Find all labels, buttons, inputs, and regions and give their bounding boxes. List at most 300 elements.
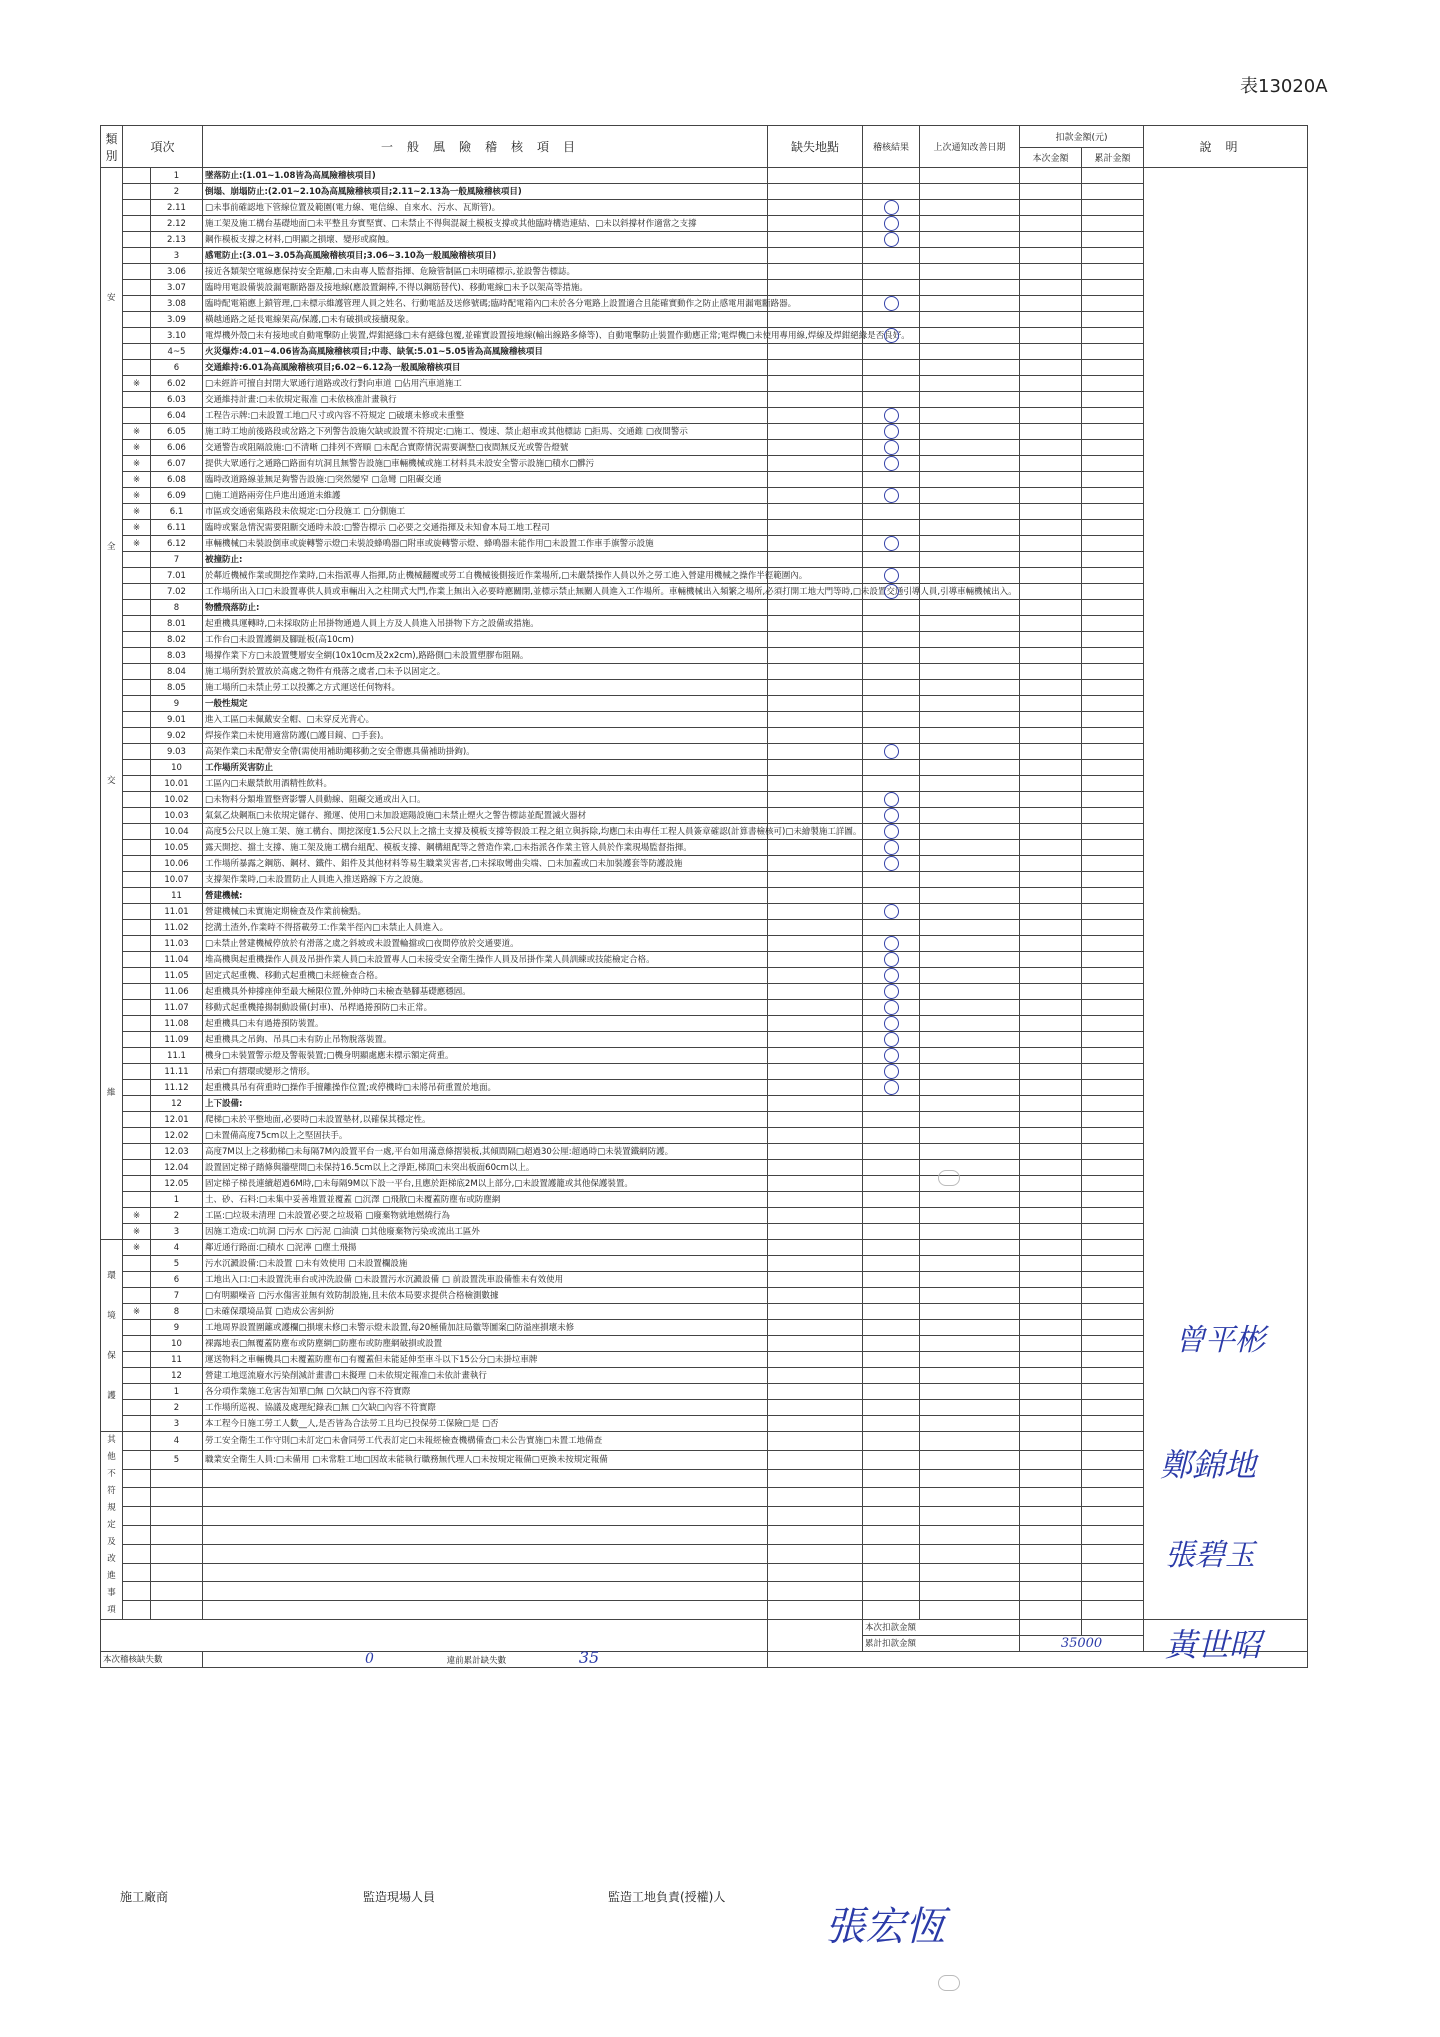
- row-penalty-total: [1082, 1450, 1144, 1469]
- table-row: [101, 488, 1308, 504]
- row-no: 2: [151, 1208, 203, 1224]
- row-result: [863, 1450, 920, 1469]
- blank-row: [101, 1582, 1308, 1601]
- row-item: 氣氣乙炔鋼瓶□未依規定儲存、搬運、使用□未加設遮陽設施□未禁止煙火之警告標誌並配置滅火器材: [203, 808, 768, 824]
- row-mark: [123, 168, 151, 184]
- row-result: [863, 440, 920, 456]
- row-notice: [920, 1450, 1020, 1469]
- check-circle-icon: [884, 1016, 899, 1031]
- row-result: [863, 184, 920, 200]
- punch-hole: [938, 1975, 960, 1991]
- blank-cell: [768, 1582, 863, 1601]
- row-notice: [920, 744, 1020, 760]
- row-location: [768, 200, 863, 216]
- blank-cell: [123, 1507, 151, 1526]
- row-notice: [920, 1352, 1020, 1368]
- row-item: 進入工區□未佩戴安全帽、□未穿反光背心。: [203, 712, 768, 728]
- check-circle-icon: [884, 968, 899, 983]
- blank-cell: [151, 1582, 203, 1601]
- blank-cell: [203, 1601, 768, 1620]
- row-result: [863, 1176, 920, 1192]
- table-row: [101, 536, 1308, 552]
- row-mark: [123, 920, 151, 936]
- row-penalty-total: [1082, 312, 1144, 328]
- check-circle-icon: [884, 936, 899, 951]
- penalty-total-label: 累計扣款金額: [863, 1636, 1020, 1652]
- row-penalty-this: [1020, 1192, 1082, 1208]
- row-penalty-this: [1020, 1432, 1082, 1451]
- row-location: [768, 648, 863, 664]
- row-no: 4: [151, 1240, 203, 1256]
- blank-cell: [1082, 1582, 1144, 1601]
- row-notice: [920, 488, 1020, 504]
- row-no: 10.01: [151, 776, 203, 792]
- blank-cell: [920, 1525, 1020, 1544]
- row-penalty-this: [1020, 408, 1082, 424]
- row-mark: [123, 552, 151, 568]
- row-location: [768, 536, 863, 552]
- row-penalty-this: [1020, 344, 1082, 360]
- row-penalty-total: [1082, 600, 1144, 616]
- row-mark: [123, 280, 151, 296]
- blank-cell: [1020, 1507, 1082, 1526]
- row-penalty-this: [1020, 712, 1082, 728]
- row-result: [863, 1320, 920, 1336]
- row-item: 施工場所對於置放於高處之物件有飛落之虞者,□未予以固定之。: [203, 664, 768, 680]
- row-notice: [920, 568, 1020, 584]
- row-item: 土、砂、石料:□未集中妥善堆置並覆蓋 □沉澤 □飛散□未覆蓋防塵布或防塵網: [203, 1192, 768, 1208]
- check-circle-icon: [884, 792, 899, 807]
- row-no: 3.10: [151, 328, 203, 344]
- row-penalty-this: [1020, 728, 1082, 744]
- row-penalty-total: [1082, 1176, 1144, 1192]
- row-item: 臨時或緊急情況需要阻斷交通時未設:□警告標示 □必要之交通指揮及未知會本局工地工程司: [203, 520, 768, 536]
- row-penalty-total: [1082, 1256, 1144, 1272]
- row-penalty-this: [1020, 584, 1082, 600]
- table-row: [101, 1368, 1308, 1384]
- row-no: 5: [151, 1450, 203, 1469]
- table-row: [101, 1272, 1308, 1288]
- row-penalty-this: [1020, 1208, 1082, 1224]
- row-result: [863, 920, 920, 936]
- row-penalty-this: [1020, 1032, 1082, 1048]
- row-result: [863, 1272, 920, 1288]
- row-penalty-this: [1020, 1320, 1082, 1336]
- row-location: [768, 1144, 863, 1160]
- blank-cell: [920, 1544, 1020, 1563]
- row-result: [863, 632, 920, 648]
- table-row: [101, 904, 1308, 920]
- row-item: 場撐作業下方□未設置雙層安全網(10x10cm及2x2cm),路路側□未設置塑膠布阻隔。: [203, 648, 768, 664]
- signature-remark-4: 黃世昭: [1165, 1626, 1262, 1664]
- row-mark: [123, 872, 151, 888]
- row-result: [863, 504, 920, 520]
- row-penalty-this: [1020, 1128, 1082, 1144]
- row-result: [863, 1000, 920, 1016]
- category-cell-safety: 安 全 交 維: [101, 168, 123, 1240]
- blank-cell: [1020, 1469, 1082, 1488]
- row-penalty-total: [1082, 376, 1144, 392]
- row-item: 倒塌、崩塌防止:(2.01~2.10為高風險稽核項目;2.11~2.13為一般風險稽核項目): [203, 184, 768, 200]
- row-mark: [123, 712, 151, 728]
- row-item: 施工架及施工構台基礎地面□未平整且夯實堅實、□未禁止不得與混凝土模板支撐或其他臨時構造連結、□未以斜撐材作適當之支撐: [203, 216, 768, 232]
- row-result: [863, 456, 920, 472]
- row-mark: [123, 296, 151, 312]
- row-location: [768, 1096, 863, 1112]
- row-no: 9: [151, 1320, 203, 1336]
- row-result: [863, 1080, 920, 1096]
- row-penalty-total: [1082, 808, 1144, 824]
- row-item: 高度5公尺以上施工架、施工構台、開挖深度1.5公尺以上之擋土支撐及模板支撐等假設工程之組立與拆除,均應□未由專任工程人員簽章確認(計算書檢核可)□未繪製施工詳圖。: [203, 824, 768, 840]
- row-penalty-total: [1082, 184, 1144, 200]
- row-notice: [920, 1176, 1020, 1192]
- row-penalty-this: [1020, 520, 1082, 536]
- row-penalty-this: [1020, 1096, 1082, 1112]
- row-result: [863, 1016, 920, 1032]
- row-result: [863, 696, 920, 712]
- row-mark: [123, 904, 151, 920]
- table-row: [101, 824, 1308, 840]
- row-location: [768, 1208, 863, 1224]
- row-notice: [920, 1416, 1020, 1432]
- table-row: [101, 1000, 1308, 1016]
- row-penalty-this: [1020, 664, 1082, 680]
- table-row: [101, 936, 1308, 952]
- row-result: [863, 664, 920, 680]
- row-item: 營建機械:: [203, 888, 768, 904]
- blank-cell: [123, 1544, 151, 1563]
- row-mark: ※: [123, 504, 151, 520]
- form-code: 表13020A: [1240, 76, 1328, 97]
- table-row: [101, 376, 1308, 392]
- row-penalty-this: [1020, 1304, 1082, 1320]
- row-item: 起重機具外伸撐座伸至最大極限位置,外伸時□未檢查墊腳基礎應穩固。: [203, 984, 768, 1000]
- row-item: □未禁止營建機械停放於有滑落之虞之斜坡或未設置輪擋或□夜間停放於交通要道。: [203, 936, 768, 952]
- row-item: 吊索□有摺環或變形之情形。: [203, 1064, 768, 1080]
- row-no: 11.12: [151, 1080, 203, 1096]
- row-result: [863, 728, 920, 744]
- row-notice: [920, 312, 1020, 328]
- row-penalty-total: [1082, 776, 1144, 792]
- row-notice: [920, 1016, 1020, 1032]
- row-penalty-this: [1020, 1160, 1082, 1176]
- row-location: [768, 984, 863, 1000]
- table-row: [101, 344, 1308, 360]
- row-penalty-total: [1082, 1192, 1144, 1208]
- row-mark: [123, 936, 151, 952]
- row-location: [768, 952, 863, 968]
- blank-cell: [768, 1525, 863, 1544]
- row-no: 9.01: [151, 712, 203, 728]
- row-mark: [123, 968, 151, 984]
- header-result: 稽核結果: [863, 126, 920, 168]
- row-mark: [123, 888, 151, 904]
- row-penalty-total: [1082, 1128, 1144, 1144]
- footer-contractor: 施工廠商: [120, 1890, 169, 1904]
- table-row: [101, 1288, 1308, 1304]
- signature-remark-1: 曾平彬: [1175, 1323, 1265, 1358]
- row-penalty-total: [1082, 1304, 1144, 1320]
- row-item: 固定梯子梯長連續超過6M時,□未每隔9M以下設一平台,且應於距梯底2M以上部分,□未設置護籠或其他保護裝置。: [203, 1176, 768, 1192]
- row-mark: [123, 312, 151, 328]
- row-no: 7.02: [151, 584, 203, 600]
- row-penalty-this: [1020, 1064, 1082, 1080]
- row-item: □未確保環境品質 □造成公害糾紛: [203, 1304, 768, 1320]
- row-notice: [920, 1192, 1020, 1208]
- totals-section: [101, 1620, 1308, 1668]
- row-item: 臨時配電箱應上鎖管理,□未標示維護管理人員之姓名、行動電話及送修號碼;臨時配電箱內□未於各分電路上設置適合且能確實動作之防止感電用漏電斷路器。: [203, 296, 768, 312]
- table-row: [101, 1192, 1308, 1208]
- row-penalty-this: [1020, 200, 1082, 216]
- row-result: [863, 552, 920, 568]
- row-penalty-this: [1020, 504, 1082, 520]
- row-no: 10: [151, 1336, 203, 1352]
- blank-cell: [1082, 1507, 1144, 1526]
- row-location: [768, 168, 863, 184]
- row-mark: [123, 1032, 151, 1048]
- row-result: [863, 840, 920, 856]
- row-notice: [920, 1112, 1020, 1128]
- row-no: 12.03: [151, 1144, 203, 1160]
- check-circle-icon: [884, 568, 899, 583]
- row-penalty-total: [1082, 920, 1144, 936]
- row-location: [768, 280, 863, 296]
- row-item: 提供大眾通行之通路□路面有坑洞且無警告設施□車輛機械或施工材料具未設安全警示設施□積水□髒污: [203, 456, 768, 472]
- row-mark: ※: [123, 456, 151, 472]
- row-location: [768, 1304, 863, 1320]
- row-penalty-this: [1020, 872, 1082, 888]
- row-notice: [920, 1432, 1020, 1451]
- row-location: [768, 408, 863, 424]
- row-penalty-this: [1020, 536, 1082, 552]
- blank-cell: [203, 1525, 768, 1544]
- row-no: 1: [151, 1192, 203, 1208]
- row-mark: [123, 568, 151, 584]
- blank-cell: [1082, 1488, 1144, 1507]
- row-no: 8.02: [151, 632, 203, 648]
- row-no: 5: [151, 1256, 203, 1272]
- row-penalty-total: [1082, 1320, 1144, 1336]
- row-penalty-total: [1082, 264, 1144, 280]
- row-notice: [920, 552, 1020, 568]
- row-penalty-total: [1082, 344, 1144, 360]
- row-penalty-total: [1082, 1288, 1144, 1304]
- row-no: 10.02: [151, 792, 203, 808]
- table-row: [101, 1176, 1308, 1192]
- row-location: [768, 376, 863, 392]
- row-mark: [123, 1176, 151, 1192]
- row-penalty-total: [1082, 696, 1144, 712]
- row-item: 勞工安全衛生工作守則□未訂定□未會同勞工代表訂定□未報經檢查機構備查□未公告實施□未置工地備查: [203, 1432, 768, 1451]
- row-penalty-total: [1082, 424, 1144, 440]
- row-item: 工作場所出入口□未設置專供人員或車輛出入之柱開式大門,作業上無出入必要時應關閉,並標示禁止無關人員進入工作場所。車輛機械出入頻繁之場所,必須打開工地大門等時,□未設置交通引導人員,引導車輛機械出入。: [203, 584, 768, 600]
- row-result: [863, 472, 920, 488]
- row-penalty-this: [1020, 648, 1082, 664]
- row-result: [863, 1432, 920, 1451]
- check-circle-icon: [884, 984, 899, 999]
- row-mark: [123, 856, 151, 872]
- row-penalty-this: [1020, 1352, 1082, 1368]
- table-row: [101, 632, 1308, 648]
- blank-row: [101, 1488, 1308, 1507]
- row-notice: [920, 456, 1020, 472]
- blank-cell: [123, 1582, 151, 1601]
- row-penalty-total: [1082, 520, 1144, 536]
- row-item: 營建工地逕流廢水污染削減計畫書□未擬理 □未依規定報准□未依計畫執行: [203, 1368, 768, 1384]
- check-circle-icon: [884, 200, 899, 215]
- row-item: 營建機械□未實施定期檢查及作業前檢點。: [203, 904, 768, 920]
- table-row: [101, 1400, 1308, 1416]
- row-location: [768, 968, 863, 984]
- row-result: [863, 360, 920, 376]
- blank-cell: [151, 1488, 203, 1507]
- row-notice: [920, 840, 1020, 856]
- table-row: [101, 1064, 1308, 1080]
- table-row: [101, 1224, 1308, 1240]
- row-penalty-this: [1020, 808, 1082, 824]
- row-penalty-this: [1020, 472, 1082, 488]
- row-penalty-total: [1082, 1432, 1144, 1451]
- blank-cell: [768, 1563, 863, 1582]
- row-mark: [123, 1000, 151, 1016]
- row-result: [863, 616, 920, 632]
- punch-hole: [938, 1170, 960, 1186]
- row-mark: [123, 360, 151, 376]
- table-row: [101, 1320, 1308, 1336]
- row-location: [768, 1000, 863, 1016]
- table-row: [101, 296, 1308, 312]
- row-mark: ※: [123, 1240, 151, 1256]
- row-item: □施工道路兩旁住戶進出通道未維護: [203, 488, 768, 504]
- table-row: [101, 696, 1308, 712]
- row-mark: [123, 344, 151, 360]
- row-location: [768, 872, 863, 888]
- row-mark: [123, 1112, 151, 1128]
- row-notice: [920, 1032, 1020, 1048]
- table-row: [101, 1256, 1308, 1272]
- row-penalty-this: [1020, 1450, 1082, 1469]
- row-no: 1: [151, 1384, 203, 1400]
- row-penalty-this: [1020, 312, 1082, 328]
- row-penalty-this: [1020, 776, 1082, 792]
- row-notice: [920, 1384, 1020, 1400]
- row-result: [863, 1384, 920, 1400]
- row-result: [863, 1240, 920, 1256]
- row-result: [863, 1288, 920, 1304]
- row-penalty-total: [1082, 824, 1144, 840]
- row-no: 11.09: [151, 1032, 203, 1048]
- category-cell-env: 環 境 保 護: [101, 1240, 123, 1432]
- row-item: 運送物料之車輛機具□未覆蓋防塵布□有覆蓋但未能延伸至車斗以下15公分□未掛垃車牌: [203, 1352, 768, 1368]
- row-mark: [123, 632, 151, 648]
- row-no: 11.08: [151, 1016, 203, 1032]
- this-missing-label: 本次稽核缺失數: [101, 1652, 203, 1668]
- row-item: □未事前確認地下管線位置及範圍(電力線、電信線、自來水、污水、瓦斯管)。: [203, 200, 768, 216]
- row-no: 3.06: [151, 264, 203, 280]
- row-item: 挖溝土渣外,作業時不得搭載勞工:作業半徑內□未禁止人員進入。: [203, 920, 768, 936]
- row-result: [863, 264, 920, 280]
- row-penalty-total: [1082, 1064, 1144, 1080]
- row-location: [768, 504, 863, 520]
- row-result: [863, 1192, 920, 1208]
- row-result: [863, 904, 920, 920]
- row-item: □有明顯噪音 □污水傷害並無有效防制設施,且未依本局要求提供合格檢測數據: [203, 1288, 768, 1304]
- row-result: [863, 872, 920, 888]
- row-notice: [920, 232, 1020, 248]
- table-row: [101, 808, 1308, 824]
- header-notice: 上次通知改善日期: [920, 126, 1020, 168]
- row-location: [768, 888, 863, 904]
- row-no: 6.05: [151, 424, 203, 440]
- check-circle-icon: [884, 808, 899, 823]
- check-circle-icon: [884, 904, 899, 919]
- row-notice: [920, 1096, 1020, 1112]
- row-result: [863, 536, 920, 552]
- blank-row: [101, 1507, 1308, 1526]
- row-location: [768, 840, 863, 856]
- row-notice: [920, 1336, 1020, 1352]
- row-penalty-this: [1020, 488, 1082, 504]
- check-circle-icon: [884, 584, 899, 599]
- row-location: [768, 1384, 863, 1400]
- row-mark: [123, 1272, 151, 1288]
- row-result: [863, 1416, 920, 1432]
- row-item: 高架作業□未配帶安全帶(需使用補助繩移動之安全帶應具備補助掛鉤)。: [203, 744, 768, 760]
- row-mark: [123, 616, 151, 632]
- row-location: [768, 616, 863, 632]
- row-result: [863, 1032, 920, 1048]
- row-penalty-total: [1082, 440, 1144, 456]
- row-item: 火災爆炸:4.01~4.06皆為高風險稽核項目;中毒、缺氧:5.01~5.05皆為高風險稽核項目: [203, 344, 768, 360]
- row-result: [863, 856, 920, 872]
- blank-row: [101, 1525, 1308, 1544]
- row-item: 上下設備:: [203, 1096, 768, 1112]
- row-penalty-total: [1082, 1080, 1144, 1096]
- table-row: [101, 712, 1308, 728]
- row-notice: [920, 776, 1020, 792]
- row-penalty-total: [1082, 328, 1144, 344]
- table-row: [101, 408, 1308, 424]
- row-no: 11: [151, 888, 203, 904]
- row-result: [863, 712, 920, 728]
- row-location: [768, 1256, 863, 1272]
- row-no: 10.07: [151, 872, 203, 888]
- row-no: 12.05: [151, 1176, 203, 1192]
- check-circle-icon: [884, 824, 899, 839]
- row-location: [768, 728, 863, 744]
- row-result: [863, 344, 920, 360]
- table-row: [101, 664, 1308, 680]
- row-notice: [920, 1064, 1020, 1080]
- row-location: [768, 440, 863, 456]
- row-result: [863, 520, 920, 536]
- row-location: [768, 920, 863, 936]
- row-penalty-total: [1082, 248, 1144, 264]
- row-notice: [920, 536, 1020, 552]
- blank-cell: [863, 1469, 920, 1488]
- blank-cell: [920, 1469, 1020, 1488]
- check-circle-icon: [884, 296, 899, 311]
- row-item: 鄰近通行路面:□積水 □泥濘 □塵土飛揚: [203, 1240, 768, 1256]
- row-notice: [920, 1320, 1020, 1336]
- row-item: 起重機具吊有荷重時□操作手擅離操作位置;或停機時□未將吊荷重置於地面。: [203, 1080, 768, 1096]
- footer-supervisor: 監造現場人員: [363, 1890, 436, 1904]
- row-result: [863, 312, 920, 328]
- check-circle-icon: [884, 456, 899, 471]
- row-mark: [123, 1160, 151, 1176]
- row-result: [863, 376, 920, 392]
- table-row: [101, 1080, 1308, 1096]
